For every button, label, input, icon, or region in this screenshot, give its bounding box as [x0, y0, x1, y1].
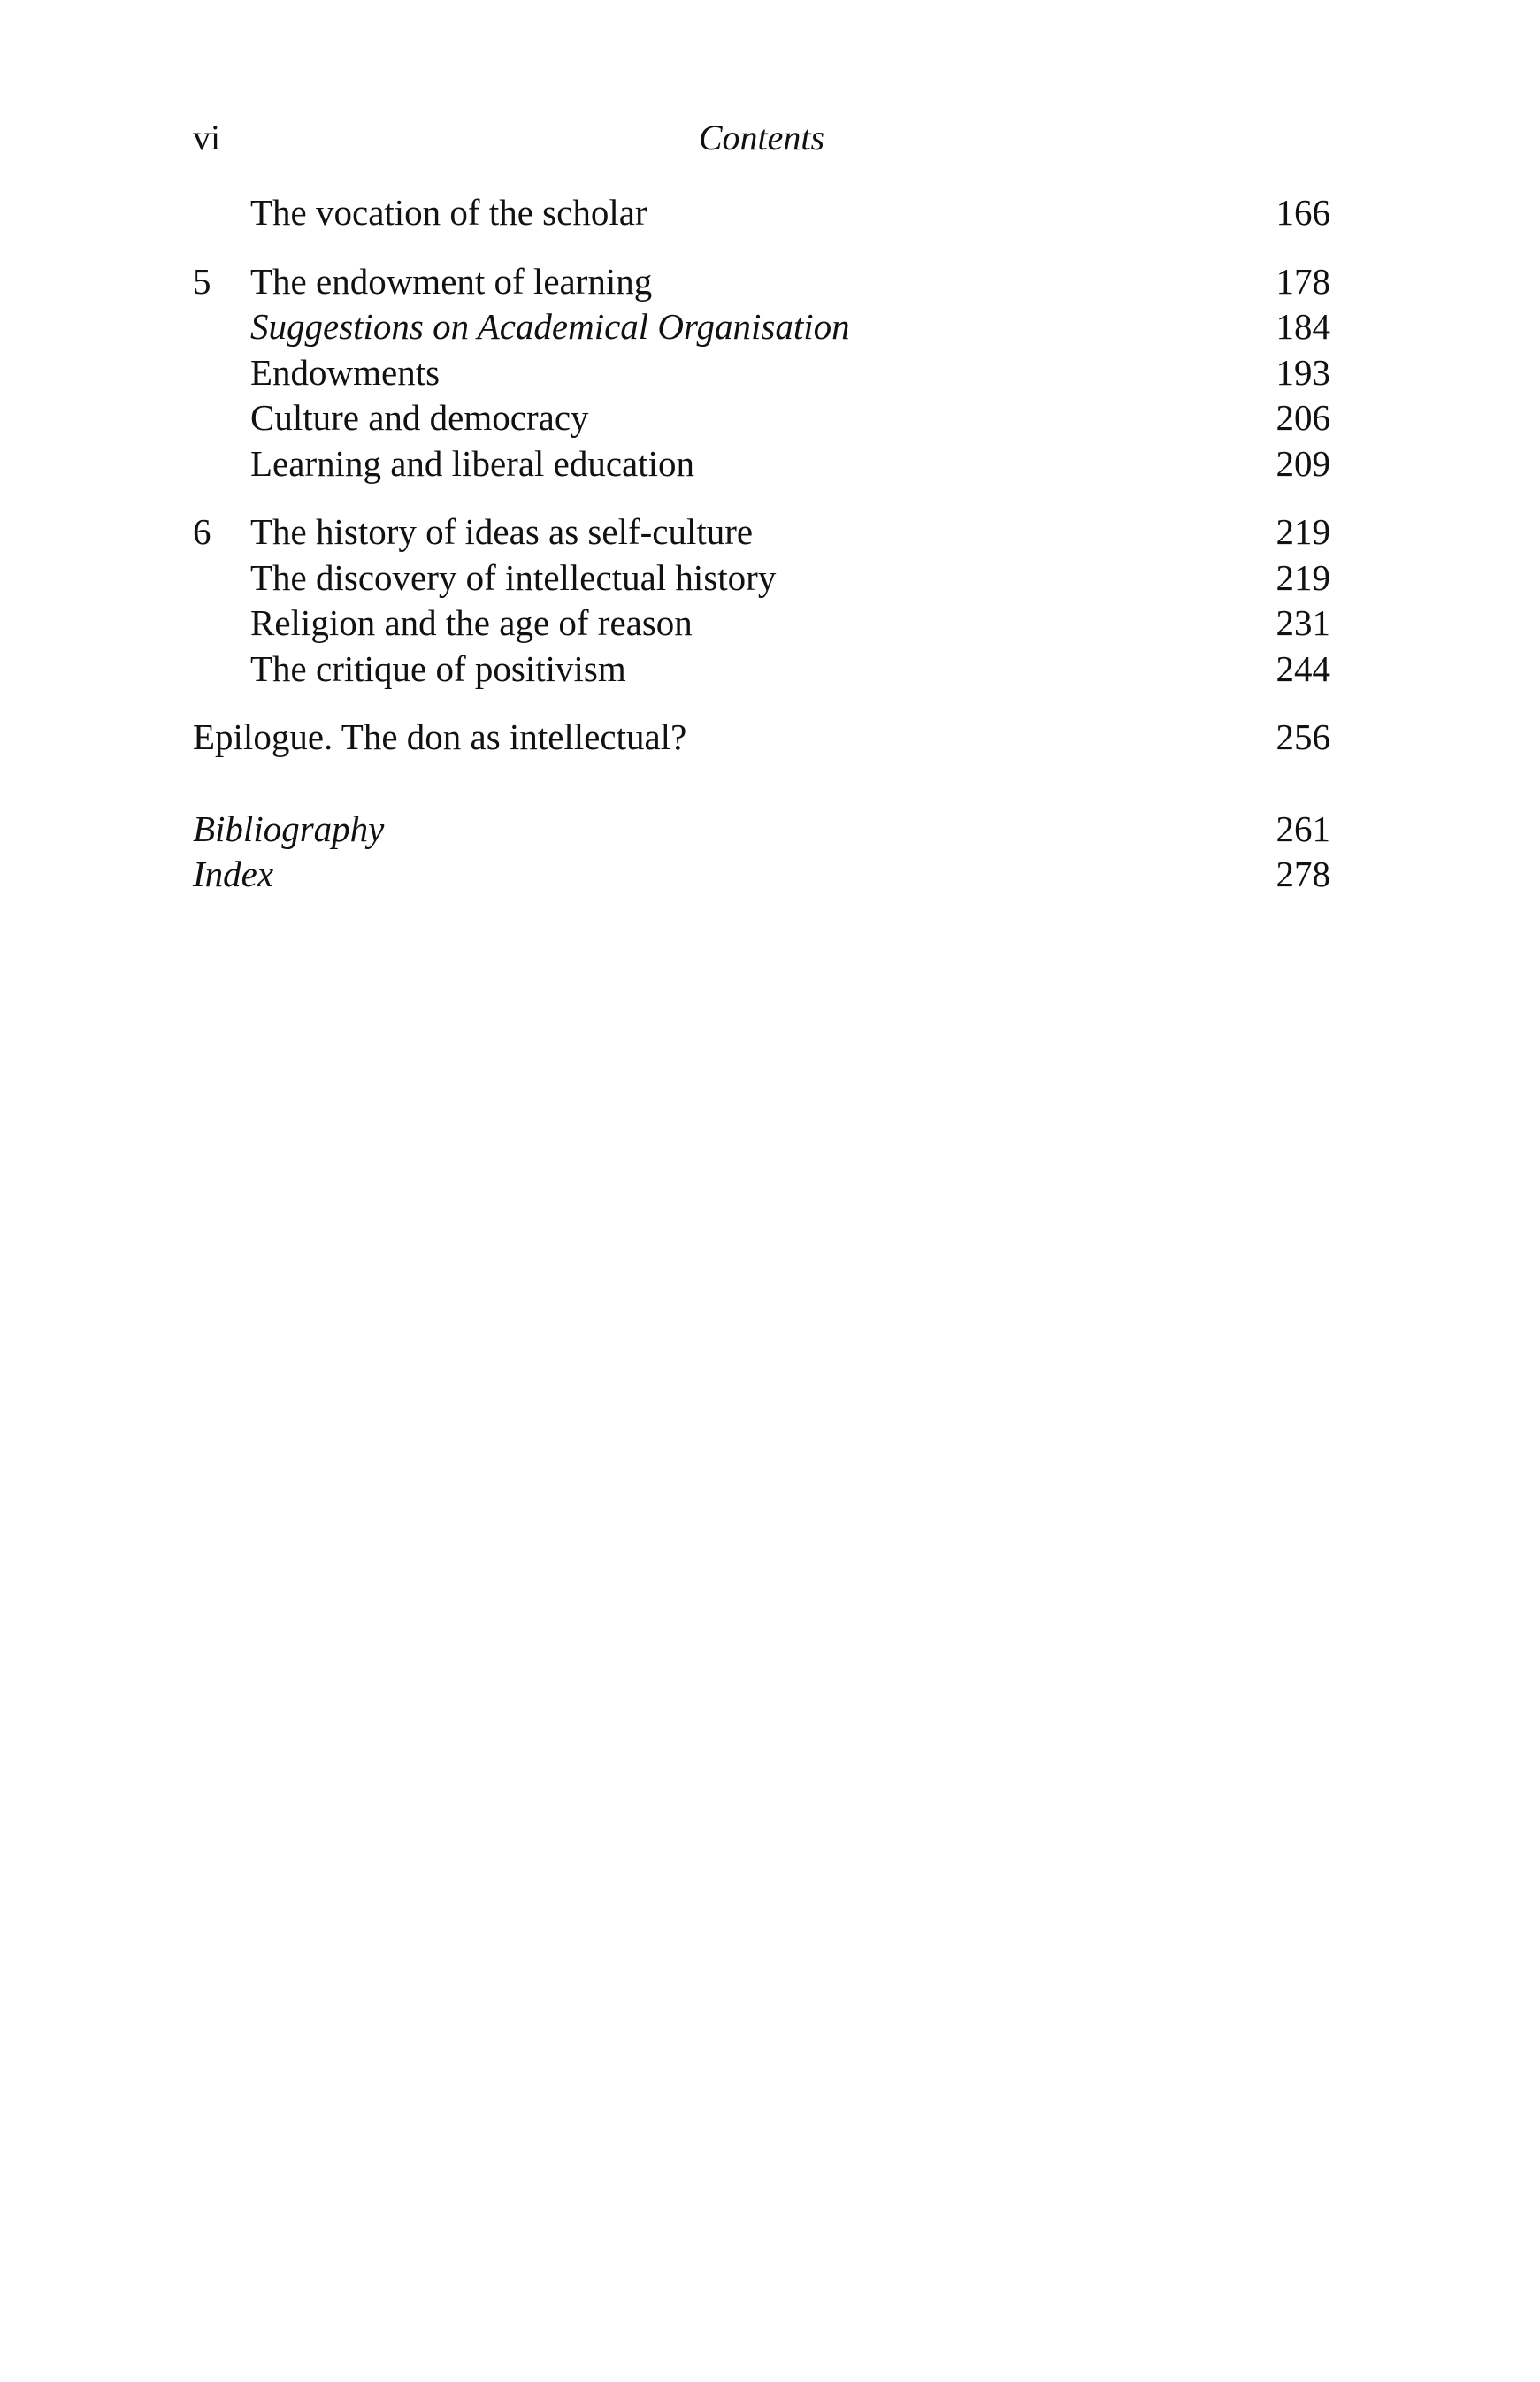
- toc-entry-page: 193: [1276, 351, 1330, 393]
- chapter-heading: [193, 259, 1330, 305]
- chapter-heading: [193, 509, 1330, 555]
- toc-entry: [193, 441, 1330, 487]
- index-title: Index: [193, 854, 274, 894]
- page-number: vi: [193, 118, 221, 157]
- toc-entry: [193, 190, 1330, 236]
- toc-chapter-6: [193, 509, 1330, 692]
- toc-entry-page: 231: [1276, 602, 1330, 643]
- toc-entry-page: 244: [1276, 647, 1330, 689]
- epilogue-page: 256: [1276, 716, 1330, 757]
- chapter-page: 219: [1276, 511, 1330, 552]
- toc-entry-page: 206: [1276, 397, 1330, 438]
- toc-entry-title: Endowments: [250, 351, 441, 393]
- back-matter-entry: [193, 807, 1330, 853]
- chapter-number: 6: [193, 511, 211, 552]
- toc-entry-title: The vocation of the scholar: [250, 192, 647, 233]
- toc-entry: [193, 350, 1330, 396]
- chapter-title: The endowment of learning: [250, 260, 653, 302]
- epilogue-entry: [193, 715, 1330, 761]
- chapter-number: 5: [193, 260, 211, 302]
- chapter-page: 178: [1276, 260, 1330, 302]
- toc-entry-title: Learning and liberal education: [250, 442, 695, 484]
- toc-entry: [193, 395, 1330, 441]
- epilogue-title: Epilogue. The don as intellectual?: [193, 716, 687, 757]
- toc-entry-title: Religion and the age of reason: [250, 602, 693, 643]
- chapter-title: The history of ideas as self-culture: [250, 511, 754, 552]
- toc-entry-title: The critique of positivism: [250, 647, 626, 689]
- toc-entry-title: Suggestions on Academical Organisation: [250, 306, 850, 347]
- back-matter-entry: [193, 852, 1330, 898]
- toc-entry-title: Culture and democracy: [250, 397, 589, 438]
- toc-entry: [193, 304, 1330, 350]
- toc-entry-page: 184: [1276, 306, 1330, 347]
- toc-entry: [193, 601, 1330, 647]
- toc-entry-page: 209: [1276, 442, 1330, 484]
- toc-epilogue: [193, 715, 1330, 761]
- index-page: 278: [1276, 854, 1330, 894]
- running-head: [193, 113, 1330, 163]
- toc-back-matter: [193, 807, 1330, 898]
- bibliography-page: 261: [1276, 808, 1330, 849]
- toc-chapter-5: [193, 259, 1330, 487]
- table-of-contents: [193, 190, 1330, 921]
- toc-group-continued: [193, 190, 1330, 236]
- toc-entry-title: The discovery of intellectual history: [250, 556, 777, 598]
- bibliography-title: Bibliography: [193, 808, 385, 849]
- toc-entry-page: 166: [1276, 192, 1330, 233]
- page-title: Contents: [698, 118, 825, 157]
- toc-entry-page: 219: [1276, 556, 1330, 598]
- toc-entry: [193, 647, 1330, 693]
- toc-entry: [193, 555, 1330, 601]
